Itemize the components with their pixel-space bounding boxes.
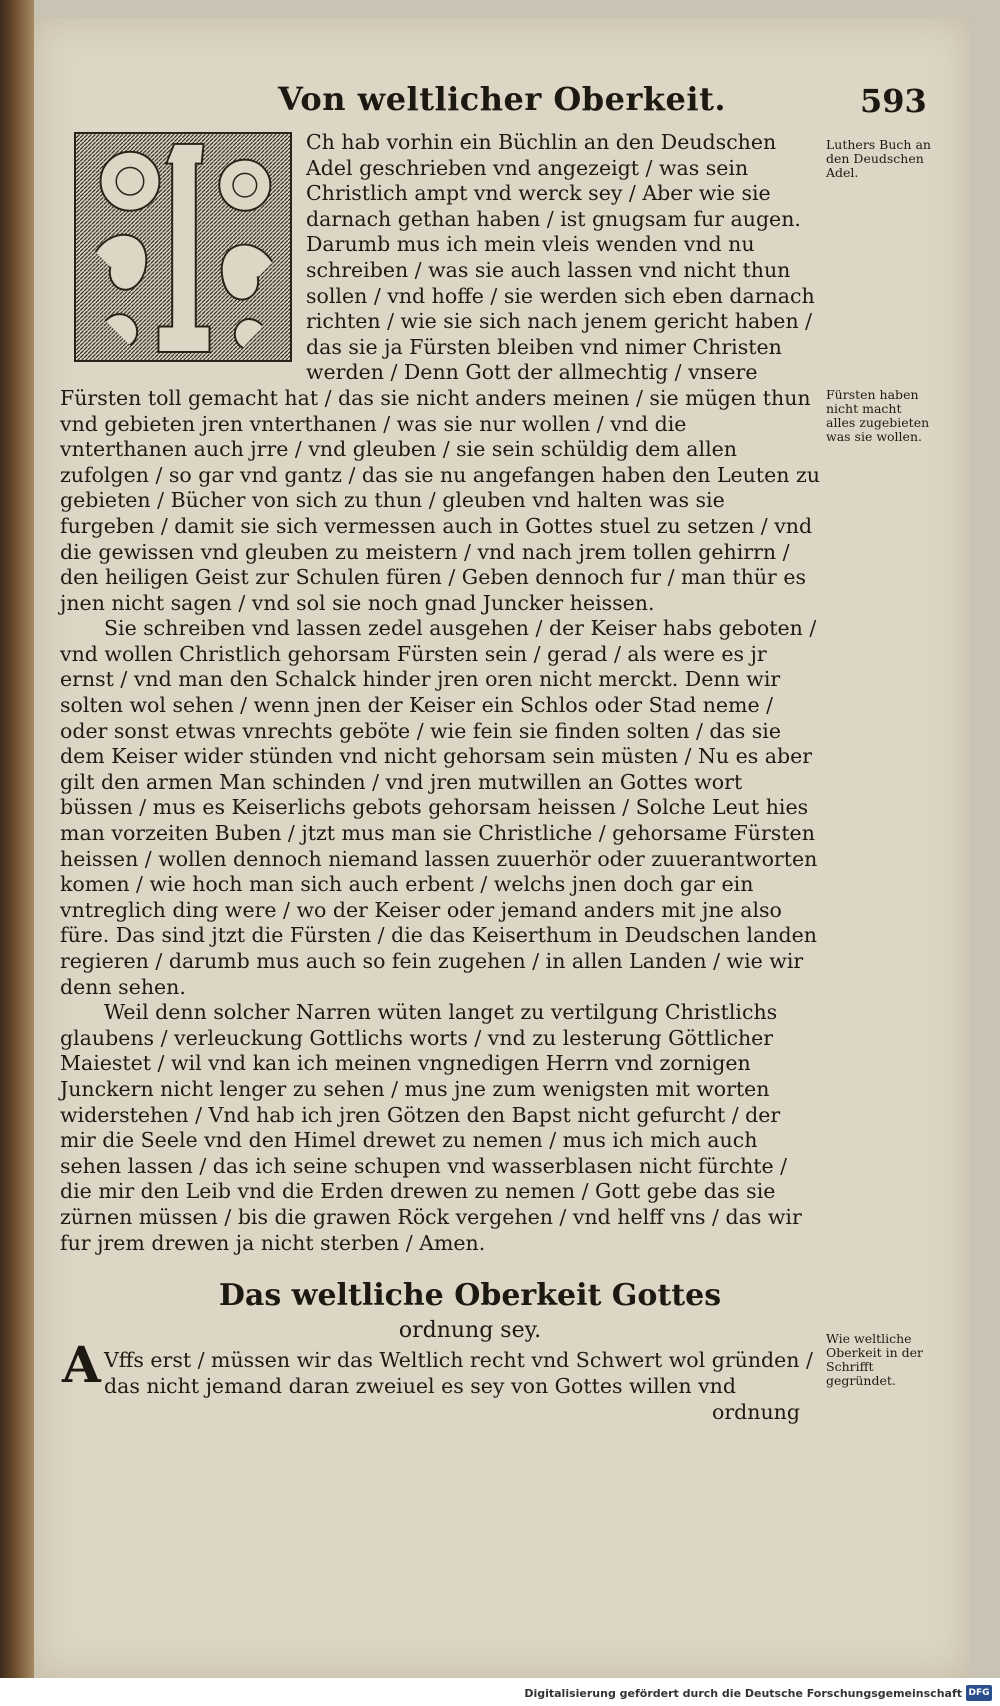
section-text bbox=[104, 1348, 818, 1399]
section-initial: A bbox=[62, 1335, 101, 1394]
digitization-footer bbox=[0, 1678, 1000, 1706]
marginal-note-1: Luthers Buch an den Deudschen Adel. bbox=[826, 137, 931, 180]
section-heading: Das weltliche Oberkeit Gottes bbox=[218, 1278, 722, 1313]
marginal-note-3: Wie weltliche Oberkeit in der Schrifft gegründet. bbox=[826, 1331, 923, 1388]
footer-credit: Digitalisierung gefördert durch die Deutsche Forschungsgemeinschaft bbox=[524, 1687, 962, 1700]
marginal-note-2: Fürsten haben nicht macht alles zugebieten was sie wollen. bbox=[826, 387, 930, 444]
section-subheading: ordnung sey. bbox=[398, 1318, 542, 1343]
paragraph-3: Weil denn solcher Narren wüten langet zu vertilgung Christlichs glaubens / verleuckung Gottlichs worts / vnd zu lesterung Göttlicher Maiestet / wil vnd kan ich meinen vngnedigen Herrn vnd zornigen Junckern nicht lenger zu sehen / mus jne zum wenigsten mit worten widerstehen / Vnd hab ich jren Götzen den Bapst nicht gefurcht / der mir die Seele vnd den Himel drewet zu nemen / mus ich mich auch sehen lassen / das ich seine schupen vnd wasserblasen nicht fürchte / die mir den Leib vnd die Erden drewen zu nemen / Gott gebe das sie zürnen müssen / bis die grawen Röck vergehen / vnd helff vns / das wir fur jrem drewen ja nicht sterben / Amen. bbox=[60, 1000, 802, 1255]
folio-number: 593 bbox=[860, 82, 927, 120]
main-text-block bbox=[60, 130, 820, 1256]
paragraph-1: Ch hab vorhin ein Büchlin an den Deudschen Adel geschrieben vnd angezeigt / was sein Christlich ampt vnd werck sey / Aber wie sie darnach gethan haben / ist gnugsam fur augen. Darumb mus ich mein vleis wenden vnd nu schreiben / was sie auch lassen vnd nicht thun sollen / vnd hoffe / sie werden sich eben darnach richten / wie sie sich nach jenem gericht haben / das sie ja Fürsten bleiben vnd nimer Christen werden / Denn Gott der allmechtig / vnsere Fürsten toll gemacht hat / das sie nicht anders meinen / sie mügen thun vnd gebieten jren vnterthanen / was sie nur wollen / vnd die vnterthanen auch jrre / vnd gleuben / sie sein schüldig dem allen zufolgen / so gar vnd gantz / das sie nu angefangen haben den Leuten zu gebieten / Bücher von sich zu thun / gleuben vnd halten was sie furgeben / damit sie sich vermessen auch in Gottes stuel zu setzen / vnd die gewissen vnd gleuben zu meistern / vnd nach jrem tollen gehirrn / den heiligen Geist zur Schulen füren / Geben dennoch fur / man thür es jnen nicht sagen / vnd sol sie noch gnad Juncker heissen. bbox=[60, 130, 820, 615]
running-head-title: Von weltlicher Oberkeit. bbox=[278, 80, 726, 118]
paragraph-2: Sie schreiben vnd lassen zedel ausgehen / der Keiser habs geboten / vnd wollen Christlich gehorsam Fürsten sein / gerad / als were es jr ernst / vnd man den Schalck hinder jren oren nicht merckt. Denn wir solten wol sehen / wenn jnen der Keiser ein Schlos oder Stad neme / oder sonst etwas vnrechts geböte / wie fein sie finden solten / das sie dem Keiser wider stünden vnd nicht gehorsam sein müsten / Nu es aber gilt den armen Man schinden / vnd jren mutwillen an Gottes wort büssen / mus es Keiserlichs gebots gehorsam heissen / Solche Leut hies man vorzeiten Buben / jtzt mus man sie Christliche / gehorsame Fürsten heissen / wollen dennoch niemand lassen zuuerhör oder zuuerantworten komen / wie hoch man sich auch erbent / welchs jnen doch gar ein vntreglich ding were / wo der Keiser oder jemand anders mit jne also füre. Das sind jtzt die Fürsten / die das Keiserthum in Deudschen landen regieren / darumb mus auch so fein zugehen / in allen Landen / wie wir denn sehen. bbox=[60, 616, 818, 999]
section-catchword: ordnung bbox=[712, 1400, 800, 1424]
dfg-logo: DFG bbox=[966, 1685, 992, 1701]
section-paragraph: Vffs erst / müssen wir das Weltlich recht vnd Schwert wol gründen / das nicht jemand daran zweiuel es sey von Gottes willen vnd bbox=[104, 1348, 813, 1398]
book-gutter bbox=[0, 0, 34, 1706]
